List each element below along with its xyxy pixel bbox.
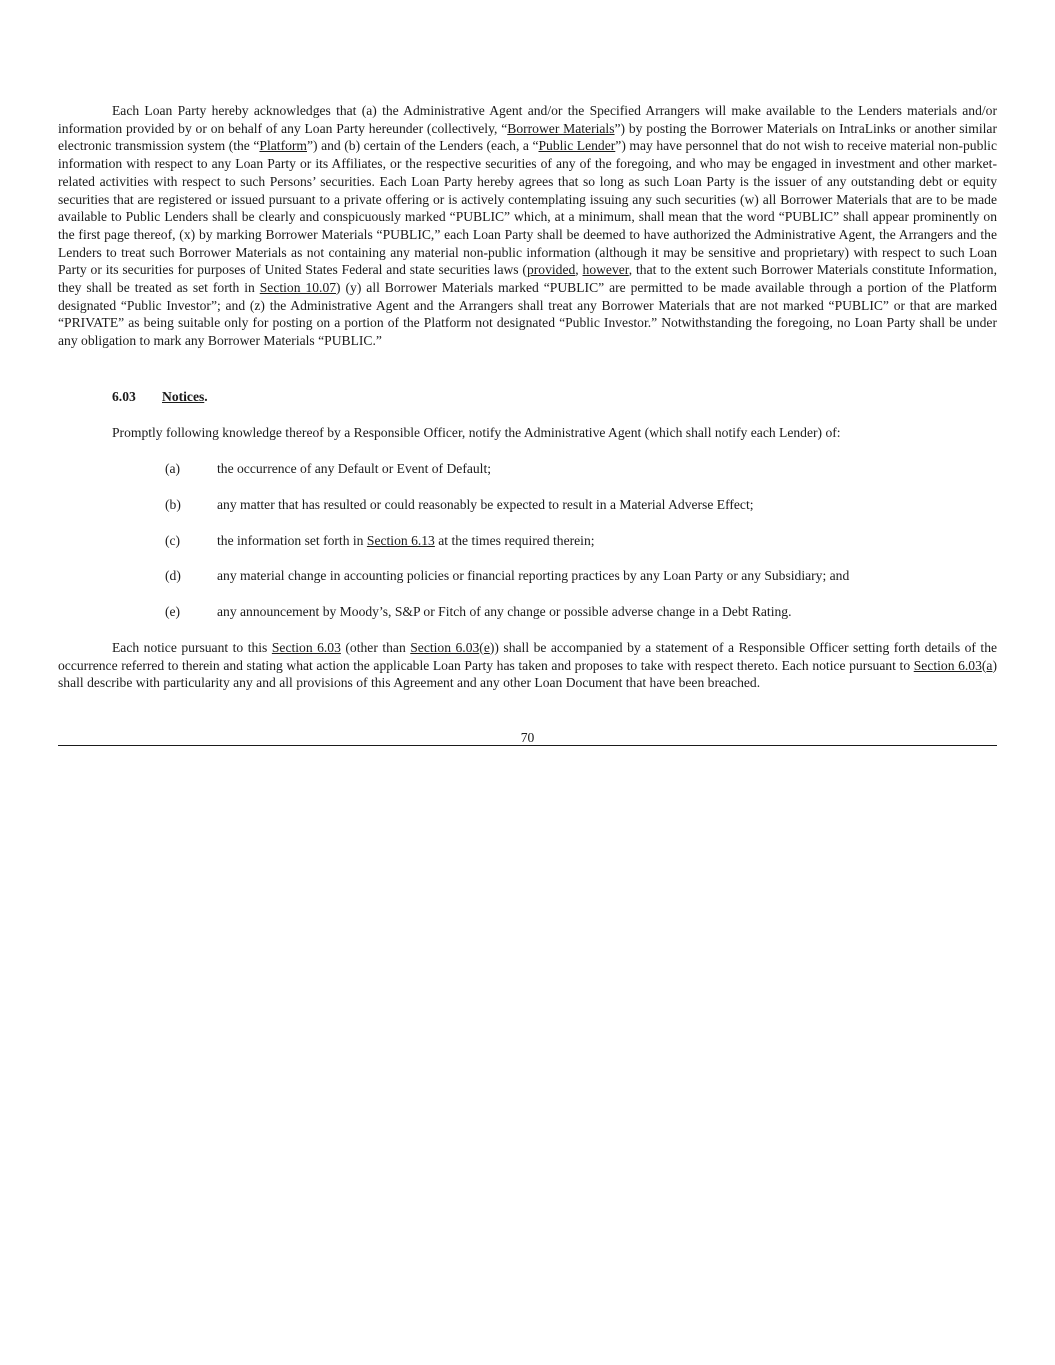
text-run: ”) by posting the Borrower Materials on IntraLinks or another similar electronic transmission system (the “ — [58, 120, 997, 154]
section-reference: Section 10.07 — [259, 280, 337, 296]
list-item — [165, 567, 849, 585]
list-item-text: at the times required therein; — [434, 533, 595, 548]
list-item — [165, 496, 754, 514]
section-reference: Section 6.03 — [271, 640, 341, 655]
page-number: 70 — [520, 730, 535, 745]
list-item-text: the information set forth in — [217, 533, 367, 548]
text-run: ) shall be accompanied by a statement of a Responsible Officer setting forth details of the occurrence referred to therein and stating what action the applicable Loan Party has taken and proposes to take with respect thereto. Each notice pursuant to — [58, 640, 998, 673]
list-item-text: any matter that has resulted or could reasonably be expected to result in a Material Adverse Effect; — [217, 497, 754, 512]
defined-term-borrower-materials: Borrower Materials — [507, 120, 615, 136]
text-run: ”) and (b) certain of the Lenders (each, a “ — [307, 138, 539, 154]
section-reference: Section 6.13 — [366, 533, 435, 548]
section-heading — [112, 388, 208, 406]
text-run: (other than — [340, 640, 411, 655]
section-title-suffix: . — [204, 389, 208, 404]
defined-term-platform: Platform — [259, 138, 307, 154]
defined-term-public-lender: Public Lender — [538, 138, 616, 154]
section-number: 6.03 — [112, 389, 136, 404]
proviso-however: however — [582, 262, 629, 278]
intro-paragraph: Promptly following knowledge thereof by a Responsible Officer, notify the Administrative Agent (which shall notify each Lender) of: — [112, 425, 841, 440]
list-item-label: (e) — [165, 604, 181, 619]
text-run: ”) may have personnel that do not wish to receive material non-public information with respect to any Loan Party or its Affiliates, or the respective securities of any of the foregoing, and who may be engaged in investment and other market-related activities with respect to such Persons’ securities. Each Loan Party hereby agrees that so long as such Loan Party is the issuer of any outstanding debt or equity securities that are registered or issued pursuant to a private offering or is actively contemplating issuing any such securities (w) all Borrower Materials that are to be made available to Public Lenders shall be clearly and conspicuously marked “PUBLIC” which, at a minimum, shall mean that the word “PUBLIC” shall appear prominently on the first page thereof, (x) by marking Borrower Materials “PUBLIC,” each Loan Party shall be deemed to have authorized the Administrative Agent, the Arrangers and the Lenders to treat such Borrower Materials as not containing any material non-public information (although it may be sensitive and proprietary) with respect to such Loan Party or its securities for purposes of United States Federal and state securities laws ( — [58, 138, 997, 278]
clause-reference: a — [986, 657, 993, 673]
clause-reference: e — [483, 640, 490, 655]
text-run: Each notice pursuant to this — [112, 640, 272, 655]
list-item-text: any announcement by Moody’s, S&P or Fitch of any change or possible adverse change in a Debt Rating. — [217, 604, 792, 619]
section-reference: Section 6.03 — [410, 640, 480, 655]
list-item-label: (c) — [165, 533, 181, 548]
footer-divider — [58, 745, 997, 746]
list-item-label: (b) — [165, 497, 181, 512]
paragraph-borrower-materials — [58, 102, 997, 350]
paragraph-notice-requirements: Each notice pursuant to this Section 6.03 (other than Section 6.03(e)) shall be accompanied by a statement of a Responsible Officer setting forth details of the occurrence referred to therein and stating what action the applicable Loan Party has taken and proposes to take with respect thereto. Each notice pursuant to Section 6.03(a) shall describe with particularity any and all provisions of this Agreement and any other Loan Document that have been breached. — [58, 640, 998, 691]
proviso-provided: provided — [526, 262, 576, 278]
list-item-text: the occurrence of any Default or Event of Default; — [217, 461, 492, 476]
list-item-text: any material change in accounting policies or financial reporting practices by any Loan Party or any Subsidiary; and — [217, 568, 850, 583]
list-item-label: (d) — [165, 568, 181, 583]
section-reference: Section 6.03 — [913, 657, 982, 673]
text-run: ) (y) all Borrower Materials marked “PUBLIC” are permitted to be made available through a portion of the Platform designated “Public Investor”; and (z) the Administrative Agent and the Arrangers shall treat any Borrower Materials that are not marked “PUBLIC” or that are marked “PRIVATE” as being suitable only for posting on a portion of the Platform not designated “Public Investor.” Notwithstanding the foregoing, no Loan Party shall be under any obligation to mark any Borrower Materials “PUBLIC.” — [58, 280, 997, 349]
list-item — [165, 460, 491, 478]
text-run: shall describe with particularity any and all provisions of this Agreement and any other Loan Document that have been breached. — [58, 675, 761, 691]
list-item-label: (a) — [165, 461, 181, 476]
list-item — [165, 603, 791, 621]
text-run: , that to the extent such Borrower Materials constitute Information, they shall be treated as set forth in — [58, 262, 998, 296]
text-run: Each Loan Party hereby acknowledges that (a) the Administrative Agent and/or the Specified Arrangers will make available to the Lenders materials and/or information provided by or on behalf of any Loan Party hereunder (collectively, “ — [58, 103, 997, 136]
text-run: , — [575, 262, 583, 278]
section-title: Notices — [162, 389, 205, 404]
list-item — [165, 532, 595, 550]
